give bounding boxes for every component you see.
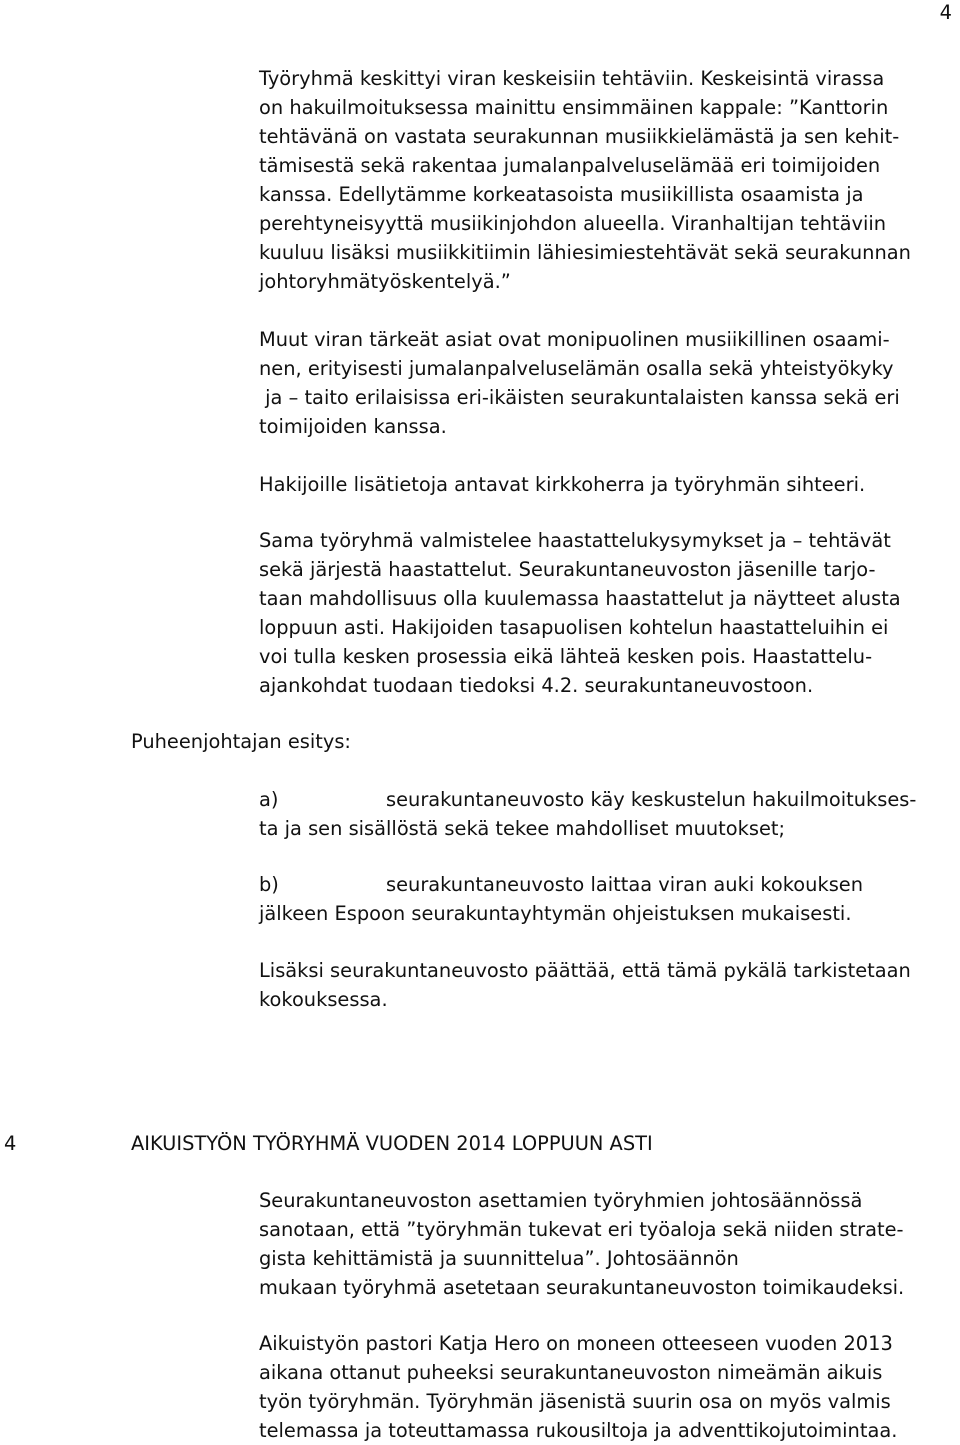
text-line: aikana ottanut puheeksi seurakuntaneuvoston nimeämän aikuis xyxy=(259,1361,883,1384)
paragraph-other-skills xyxy=(259,325,959,441)
text-line: kuuluu lisäksi musiikkitiimin lähiesimiestehtävät sekä seurakunnan xyxy=(259,241,911,264)
text-line: kanssa. Edellytämme korkeatasoista musiikillista osaamista ja xyxy=(259,183,864,206)
proposal-item-a xyxy=(259,785,959,843)
text-line: työn työryhmän. Työryhmän jäsenistä suurin osa on myös valmis xyxy=(259,1390,891,1413)
text-line: telemassa ja toteuttamassa rukousiltoja ja adventtikojutoimintaa. xyxy=(259,1419,898,1442)
proposal-item-a-first-line xyxy=(259,785,959,814)
proposal-item-b-letter: b) xyxy=(259,873,279,896)
text-line: ja – taito erilaisissa eri-ikäisten seurakuntalaisten kanssa sekä eri xyxy=(259,386,900,409)
text-line: toimijoiden kanssa. xyxy=(259,415,447,438)
text-line: sanotaan, että ”työryhmän tukevat eri työaloja sekä niiden strate- xyxy=(259,1218,904,1241)
proposal-item-a-text: seurakuntaneuvosto käy keskustelun hakuilmoitukses- xyxy=(386,788,917,811)
paragraph-interviews xyxy=(259,526,959,700)
text-line: Lisäksi seurakuntaneuvosto päättää, että tämä pykälä tarkistetaan xyxy=(259,959,911,982)
text-line: taan mahdollisuus olla kuulemassa haastattelut ja näytteet alusta xyxy=(259,587,901,610)
section4-paragraph-group xyxy=(259,1329,959,1445)
proposal-item-b-text: seurakuntaneuvosto laittaa viran auki kokouksen xyxy=(386,873,864,896)
proposal-item-b xyxy=(259,870,959,928)
text-line: Työryhmä keskittyi viran keskeisiin tehtäviin. Keskeisintä virassa xyxy=(259,67,885,90)
text-line: perehtyneisyyttä musiikinjohdon alueella. Viranhaltijan tehtäviin xyxy=(259,212,887,235)
text-line: ajankohdat tuodaan tiedoksi 4.2. seurakuntaneuvostoon. xyxy=(259,674,814,697)
text-line: sekä järjestä haastattelut. Seurakuntaneuvoston jäsenille tarjo- xyxy=(259,558,876,581)
text-line: gista kehittämistä ja suunnittelua”. Johtosäännön xyxy=(259,1247,739,1270)
text-line: Sama työryhmä valmistelee haastattelukysymykset ja – tehtävät xyxy=(259,529,891,552)
text-line: on hakuilmoituksessa mainittu ensimmäinen kappale: ”Kanttorin xyxy=(259,96,889,119)
page-number: 4 xyxy=(939,1,952,24)
text-line: Hakijoille lisätietoja antavat kirkkoherra ja työryhmän sihteeri. xyxy=(259,473,866,496)
proposal-item-b-continuation: jälkeen Espoon seurakuntayhtymän ohjeistuksen mukaisesti. xyxy=(259,902,852,925)
text-line: kokouksessa. xyxy=(259,988,388,1011)
section4-paragraph-rules xyxy=(259,1186,959,1302)
section-number: 4 xyxy=(4,1132,17,1155)
text-line: tämisestä sekä rakentaa jumalanpalveluselämää eri toimijoiden xyxy=(259,154,881,177)
text-line: tehtävänä on vastata seurakunnan musiikkielämästä ja sen kehit- xyxy=(259,125,900,148)
proposal-item-a-letter: a) xyxy=(259,788,279,811)
proposal-closing xyxy=(259,956,959,1014)
text-line: loppuun asti. Hakijoiden tasapuolisen kohtelun haastatteluihin ei xyxy=(259,616,889,639)
proposal-item-a-continuation: ta ja sen sisällöstä sekä tekee mahdolliset muutokset; xyxy=(259,817,786,840)
text-line: voi tulla kesken prosessia eikä lähteä kesken pois. Haastattelu- xyxy=(259,645,873,668)
text-line: mukaan työryhmä asetetaan seurakuntaneuvoston toimikaudeksi. xyxy=(259,1276,905,1299)
text-line: Muut viran tärkeät asiat ovat monipuolinen musiikillinen osaami- xyxy=(259,328,890,351)
text-line: nen, erityisesti jumalanpalveluselämän osalla sekä yhteistyökyky xyxy=(259,357,894,380)
text-line: Aikuistyön pastori Katja Hero on moneen otteeseen vuoden 2013 xyxy=(259,1332,893,1355)
text-line: Seurakuntaneuvoston asettamien työryhmien johtosäännössä xyxy=(259,1189,863,1212)
section-title: AIKUISTYÖN TYÖRYHMÄ VUODEN 2014 LOPPUUN ASTI xyxy=(131,1132,653,1155)
proposal-label: Puheenjohtajan esitys: xyxy=(131,730,351,753)
paragraph-job-focus xyxy=(259,64,959,296)
proposal-item-b-first-line xyxy=(259,870,959,899)
text-line: johtoryhmätyöskentelyä.” xyxy=(259,270,511,293)
paragraph-contact-info xyxy=(259,470,959,499)
